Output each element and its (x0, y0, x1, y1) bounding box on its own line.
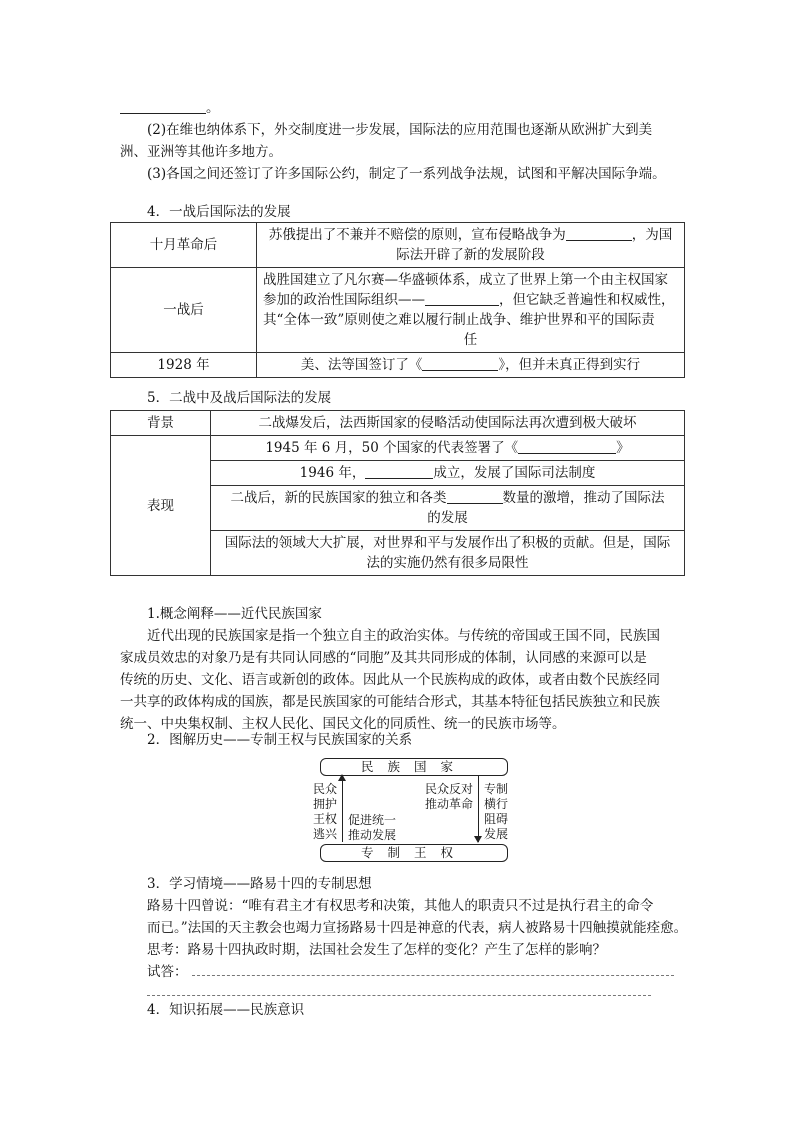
table-row (111, 353, 685, 378)
down-arrow-icon (474, 836, 482, 843)
right-inner-text: 民众反对 推动革命 (424, 782, 473, 811)
section4-table (110, 222, 685, 378)
row-label: 一战后 (111, 268, 257, 353)
table-row (111, 436, 685, 461)
section5-title: 5．二战中及战后国际法的发展 (147, 390, 332, 406)
answer-line[interactable] (147, 994, 651, 996)
row-content: 战胜国建立了凡尔赛—华盛顿体系，成立了世界上第一个由主权国家 参加的政治性国际组织—— ，但它缺乏普遍性和权威性， 其“全体一致”原则使之难以履行制止战争、维护世界和平的国际责 任 (257, 268, 685, 353)
item1-line: 家成员效忠的对象乃是有共同认同感的“同胞”及其共同形成的体制，认同感的来源可以是 (120, 650, 647, 666)
table-row (111, 223, 685, 268)
intro-paragraph-3: (3)各国之间还签订了许多国际公约，制定了一系列战争法规，试图和平解决国际争端。 (147, 166, 666, 182)
item3-line: 而已。”法国的天主教会也竭力宣扬路易十四是神意的代表，病人被路易十四触摸就能痊愈。 (147, 920, 688, 936)
section5-table (110, 410, 685, 576)
diagram-bottom-box: 专制王权 (320, 844, 508, 862)
left-arrow-line (342, 776, 343, 842)
intro-paragraph-2: (2)在维也纳体系下，外交制度进一步发展，国际法的应用范围也逐渐从欧洲扩大到美 (147, 122, 653, 138)
row-label: 背景 (111, 411, 211, 436)
answer-label: 试答： (147, 964, 188, 980)
section4-title: 4．一战后国际法的发展 (147, 204, 291, 220)
left-outer-text: 民众 拥护 王权 逃兴 (312, 782, 337, 841)
row-label: 十月革命后 (111, 223, 257, 268)
diagram-top-box: 民族国家 (320, 758, 508, 776)
blank-field (425, 291, 499, 306)
intro-line-0: 。 (120, 98, 220, 118)
left-inner-text: 促进统一 推动发展 (347, 813, 396, 842)
row-content: 二战爆发后，法西斯国家的侵略活动使国际法再次遭到极大破坏 (211, 411, 685, 436)
blank-field (120, 99, 206, 114)
item4-title: 4．知识拓展——民族意识 (147, 1002, 305, 1018)
item1-line: 一共享的政体构成的国族，都是民族国家的可能结合形式，其基本特征包括民族独立和民族 (120, 694, 660, 710)
table-row (111, 411, 685, 436)
item1-line: 统一、中央集权制、主权人民化、国民文化的同质性、统一的民族市场等。 (120, 716, 566, 732)
blank-field (447, 489, 503, 504)
item1-line: 传统的历史、文化、语言或新创的政体。因此从一个民族构成的政体，或者由数个民族经同 (120, 672, 660, 688)
item3-title: 3．学习情境——路易十四的专制思想 (147, 876, 372, 892)
row-content: 二战后，新的民族国家的独立和各类 数量的激增，推动了国际法 的发展 (211, 486, 685, 531)
blank-field (566, 226, 632, 241)
intro-paragraph-2b: 洲、亚洲等其他许多地方。 (120, 144, 282, 160)
row-content: 苏俄提出了不兼并不赔偿的原则，宣布侵略战争为 ，为国 际法开辟了新的发展阶段 (257, 223, 685, 268)
up-arrow-icon (338, 774, 346, 781)
row-content: 美、法等国签订了《 》，但并未真正得到实行 (257, 353, 685, 378)
answer-line[interactable] (192, 974, 674, 976)
right-outer-text: 专制 横行 阻碍 发展 (483, 782, 508, 841)
blank-field (422, 356, 498, 371)
row-content: 国际法的领域大大扩展，对世界和平与发展作出了积极的贡献。但是，国际 法的实施仍然有很多局限性 (211, 531, 685, 576)
item1-line: 近代出现的民族国家是指一个独立自主的政治实体。与传统的帝国或王国不同，民族国 (147, 628, 660, 644)
item3-line: 思考：路易十四执政时期，法国社会发生了怎样的变化？产生了怎样的影响？ (147, 942, 606, 958)
row-content: 1946 年， 成立，发展了国际司法制度 (211, 461, 685, 486)
row-label: 1928 年 (111, 353, 257, 378)
blank-field (518, 439, 616, 454)
item1-title: 1.概念阐释——近代民族国家 (147, 606, 322, 622)
item2-title: 2．图解历史——专制王权与民族国家的关系 (147, 732, 413, 748)
item3-line: 路易十四曾说：“唯有君主才有权思考和决策，其他人的职责只不过是执行君主的命令 (147, 898, 654, 914)
row-content: 1945 年 6 月，50 个国家的代表签署了《 》 (211, 436, 685, 461)
blank-field (365, 464, 433, 479)
relation-diagram (312, 756, 517, 864)
table-row (111, 268, 685, 353)
row-label: 表现 (111, 436, 211, 576)
right-arrow-line (478, 776, 479, 842)
